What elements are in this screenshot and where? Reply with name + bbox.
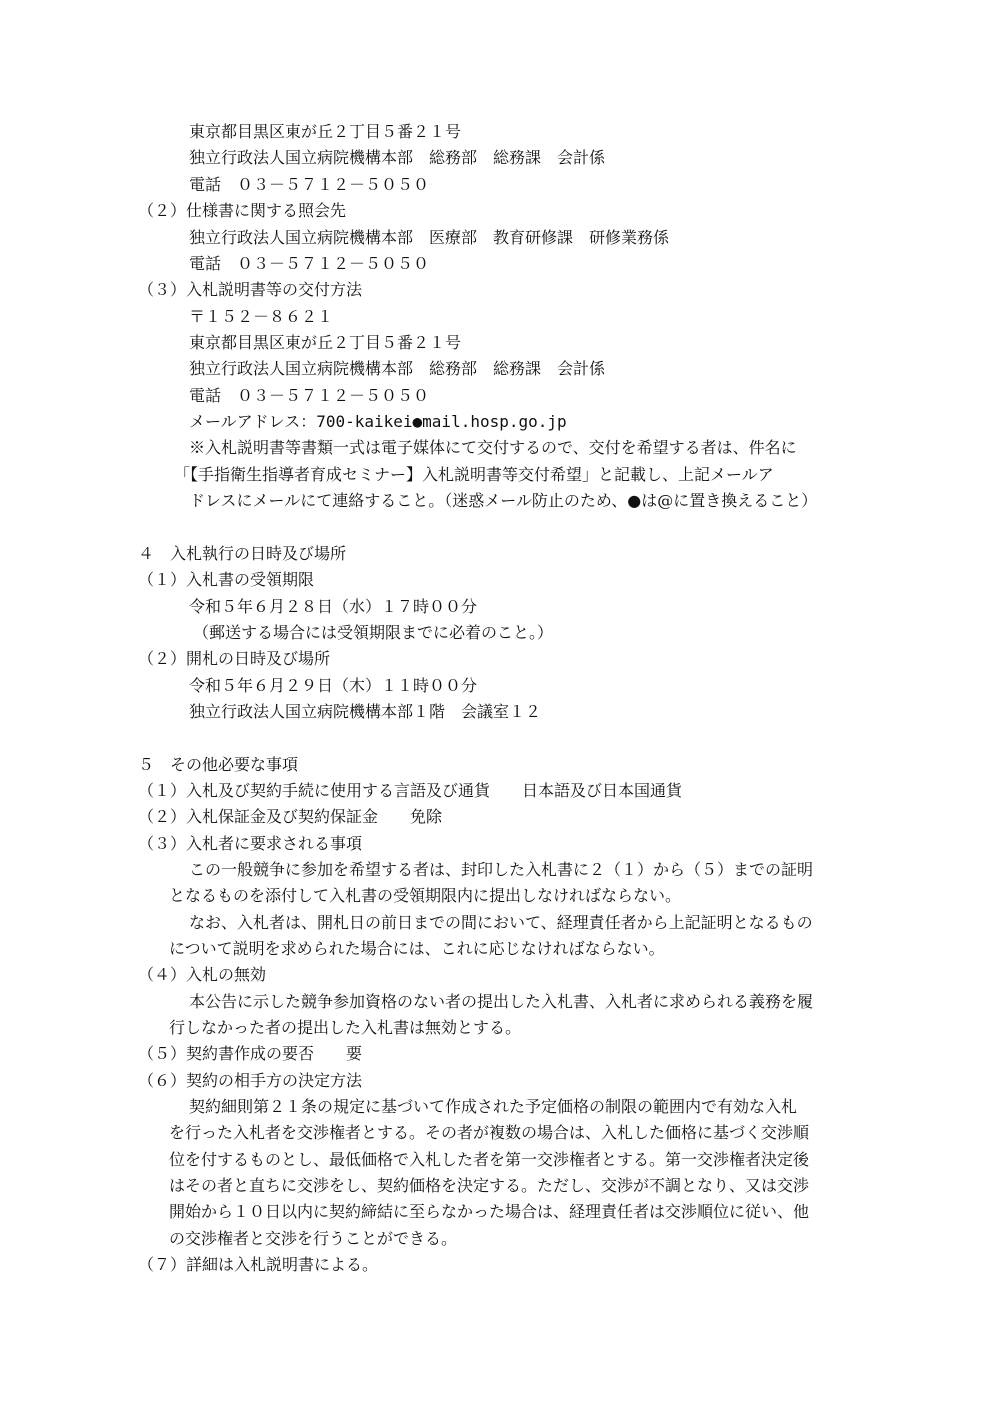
opening-datetime: 令和５年６月２９日（木）１１時００分 xyxy=(189,676,478,695)
note-line: ドレスにメールにて連絡すること。（迷惑メール防止のため、●は@に置き換えること） xyxy=(189,491,818,510)
paragraph-line: 本公告に示した競争参加資格のない者の提出した入札書、入札者に求められる義務を履 xyxy=(189,992,814,1011)
spec-inquiry-phone: 電話 ０３－５７１２－５０５０ xyxy=(189,254,430,273)
subsection-heading: （１）入札書の受領期限 xyxy=(138,570,315,589)
delivery-phone: 電話 ０３－５７１２－５０５０ xyxy=(189,386,430,405)
paragraph-line: 位を付するものとし、最低価格で入札した者を第一交渉権者とする。第一交渉権者決定後 xyxy=(169,1150,810,1169)
contact-phone: 電話 ０３－５７１２－５０５０ xyxy=(189,175,430,194)
contact-organization: 独立行政法人国立病院機構本部 総務部 総務課 会計係 xyxy=(189,148,606,167)
subsection-heading: （４）入札の無効 xyxy=(138,965,267,984)
subsection-heading: （３）入札者に要求される事項 xyxy=(138,834,363,853)
subsection-heading: （２）仕様書に関する照会先 xyxy=(138,201,347,220)
paragraph-line: この一般競争に参加を希望する者は、封印した入札書に２（１）から（５）までの証明 xyxy=(189,860,814,879)
paragraph-line: 行しなかった者の提出した入札書は無効とする。 xyxy=(169,1018,522,1037)
paragraph-line: となるものを添付して入札書の受領期限内に提出しなければならない。 xyxy=(169,886,682,905)
paragraph-line: はその者と直ちに交渉をし、契約価格を決定する。ただし、交渉が不調となり、又は交渉 xyxy=(169,1176,810,1195)
paragraph-line: について説明を求められた場合には、これに応じなければならない。 xyxy=(169,939,665,958)
language-currency-item: （１）入札及び契約手続に使用する言語及び通貨 日本語及び日本国通貨 xyxy=(138,781,683,800)
bid-deadline: 令和５年６月２８日（水）１７時００分 xyxy=(189,597,478,616)
section-title: ４ 入札執行の日時及び場所 xyxy=(138,544,347,563)
email-label: メールアドレス： xyxy=(189,412,317,431)
spec-inquiry-organization: 独立行政法人国立病院機構本部 医療部 教育研修課 研修業務係 xyxy=(189,228,670,247)
opening-place: 独立行政法人国立病院機構本部１階 会議室１２ xyxy=(189,702,542,721)
paragraph-line: の交渉権者と交渉を行うことができる。 xyxy=(169,1229,458,1248)
paragraph-line: を行った入札者を交渉権者とする。その者が複数の場合は、入札した価格に基づく交渉順 xyxy=(169,1123,810,1142)
section-title: ５ その他必要な事項 xyxy=(138,755,299,774)
subsection-heading: （６）契約の相手方の決定方法 xyxy=(138,1071,363,1090)
postal-code: 〒１５２－８６２１ xyxy=(189,307,334,326)
details-item: （７）詳細は入札説明書による。 xyxy=(138,1255,379,1274)
note-line: 「【手指衛生指導者育成セミナー】入札説明書等交付希望」と記載し、上記メールア xyxy=(174,465,774,484)
email-address: 700-kaikei●mail.hosp.go.jp xyxy=(316,412,567,431)
subsection-heading: （３）入札説明書等の交付方法 xyxy=(138,280,363,299)
paragraph-line: 契約細則第２１条の規定に基づいて作成された予定価格の制限の範囲内で有効な入札 xyxy=(189,1097,798,1116)
paragraph-line: 開始から１０日以内に契約締結に至らなかった場合は、経理責任者は交渉順位に従い、他 xyxy=(169,1202,810,1221)
paragraph-line: なお、入札者は、開札日の前日までの間において、経理責任者から上記証明となるもの xyxy=(189,913,813,932)
subsection-heading: （２）開札の日時及び場所 xyxy=(138,649,331,668)
delivery-organization: 独立行政法人国立病院機構本部 総務部 総務課 会計係 xyxy=(189,359,606,378)
deposit-item: （２）入札保証金及び契約保証金 免除 xyxy=(138,807,443,826)
bid-deadline-note: （郵送する場合には受領期限までに必着のこと。） xyxy=(193,623,554,642)
contract-document-item: （５）契約書作成の要否 要 xyxy=(138,1044,363,1063)
email-line xyxy=(189,412,567,432)
note-line: ※入札説明書等書類一式は電子媒体にて交付するので、交付を希望する者は、件名に xyxy=(189,438,797,457)
delivery-address: 東京都目黒区東が丘２丁目５番２１号 xyxy=(189,333,462,352)
contact-address: 東京都目黒区東が丘２丁目５番２１号 xyxy=(189,122,462,141)
